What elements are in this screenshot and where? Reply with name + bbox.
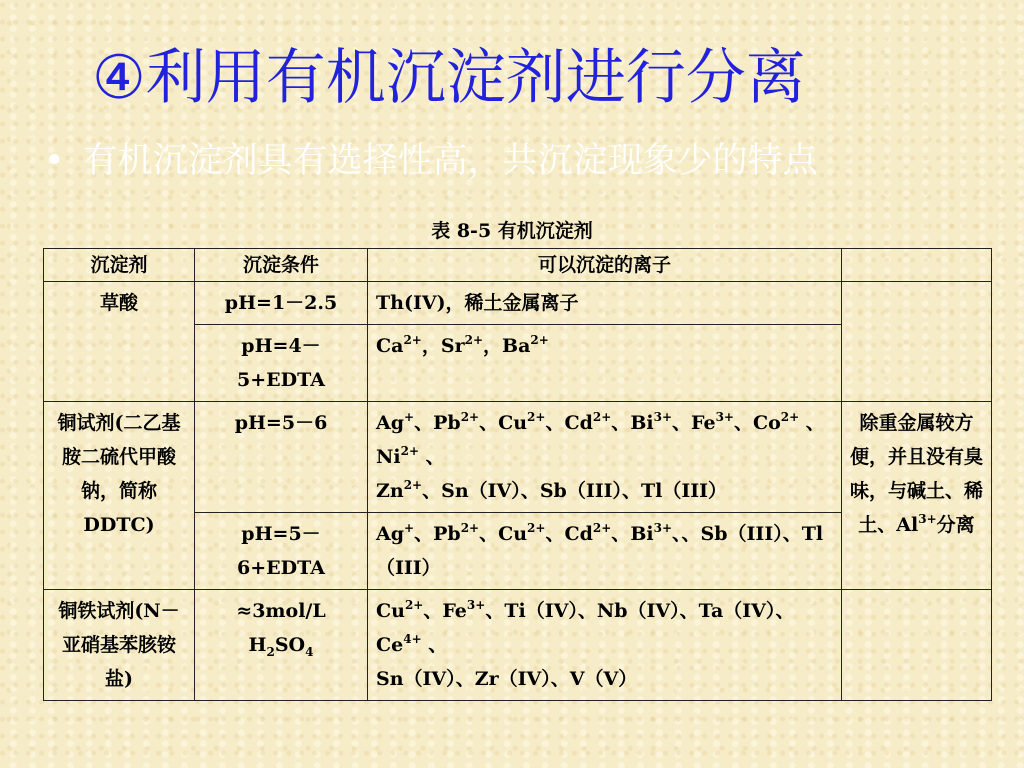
table-row [44,590,992,701]
condition-cell: ≈3mol/L $H_2SO_4$ [195,590,368,701]
ions-cell: Ag+、$Pb^{2+}$、$Cu^{2+}$、$Cd^{2+}$、$Bi^{3+}$、、Sb（III）、Tl（III） [368,513,842,590]
remark-ddtc: 除重金属较方便，并且没有臭味，与碱土、稀土、$Al^{3+}$分离 [842,402,992,590]
table-header-row [44,249,992,282]
table-row [44,282,992,325]
remark-cell [842,590,992,701]
table-caption: 表 8-5 有机沉淀剂 [431,220,593,242]
remark-cell [842,282,992,402]
header-condition: 沉淀条件 [195,249,368,282]
condition-cell: pH=4－5+EDTA [195,325,368,402]
ions-cell: Ag+、$Pb^{2+}$、$Cu^{2+}$、$Cd^{2+}$、$Bi^{3+}$、$Fe^{3+}$、$Co^{2+}$ 、$Ni^{2+}$ 、 $Zn^{2+}$、Sn（IV）、Sb（III）、Tl（III） [368,402,842,513]
header-remark [842,249,992,282]
header-ions: 可以沉淀的离子 [368,249,842,282]
bullet-point [44,138,818,184]
condition-cell: pH=5－6+EDTA [195,513,368,590]
bullet-marker: • [44,141,65,181]
bullet-text: 有机沉淀剂具有选择性高，共沉淀现象少的特点 [82,141,818,181]
precipitant-cupferron: 铜铁试剂(N－亚硝基苯胲铵盐) [44,590,195,701]
ions-cell: Th(IV)，稀土金属离子 [368,282,842,325]
ions-cell: $Cu^{2+}$、$Fe^{3+}$、Ti（IV）、Nb（IV）、Ta（IV）、$Ce^{4+}$ 、 Sn（IV）、Zr（IV）、V（V） [368,590,842,701]
table-row [44,402,992,513]
condition-cell: pH=5－6 [195,402,368,513]
precipitant-table [43,248,992,701]
header-precipitant: 沉淀剂 [44,249,195,282]
slide-title: ④利用有机沉淀剂进行分离 [92,43,806,113]
precipitant-oxalic-acid: 草酸 [44,282,195,402]
condition-cell: pH=1－2.5 [195,282,368,325]
precipitant-ddtc: 铜试剂(二乙基胺二硫代甲酸钠，简称DDTC) [44,402,195,590]
ions-cell: $Ca^{2+}$，$Sr^{2+}$，$Ba^{2+}$ [368,325,842,402]
